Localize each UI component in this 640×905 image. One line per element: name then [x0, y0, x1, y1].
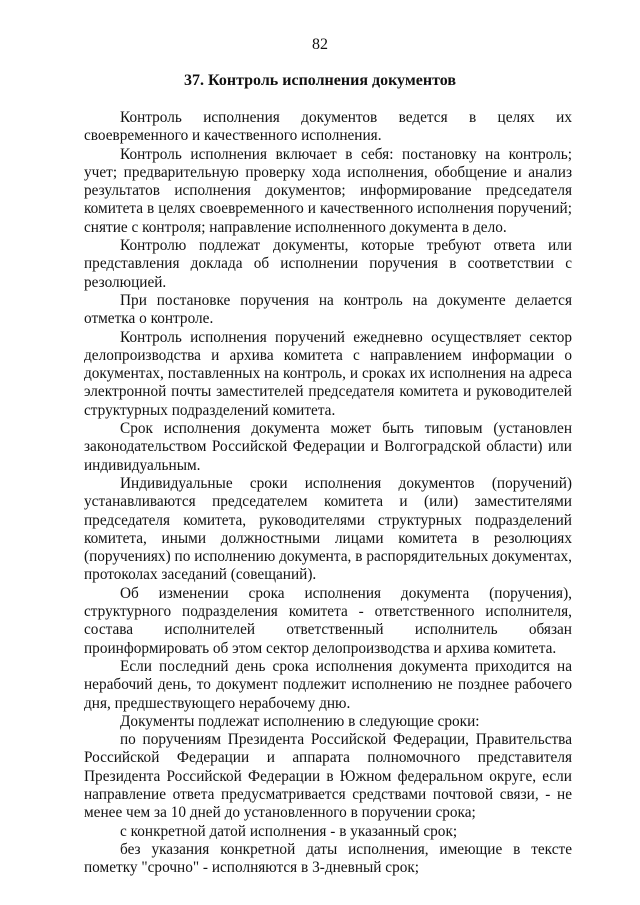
body-text	[84, 109, 572, 877]
paragraph: Если последний день срока исполнения документа приходится на нерабочий день, то документ подлежит исполнению не позднее рабочего дня, предшествующего нерабочему дню.	[84, 657, 572, 712]
paragraph: Контроль исполнения документов ведется в целях их своевременного и качественного исполнения.	[84, 109, 572, 145]
page-number: 82	[312, 36, 328, 53]
paragraph: Контроль исполнения поручений ежедневно осуществляет сектор делопроизводства и архива комитета с направлением информации о документах, поставленных на контроль, и сроках их исполнения на адреса электронной почты заместителей председателя комитета и руководителей структурных подразделений комитета.	[84, 328, 572, 419]
paragraph: Документы подлежат исполнению в следующие сроки:	[120, 712, 480, 730]
paragraph: по поручениям Президента Российской Федерации, Правительства Российской Федерации и аппарата полномочного представителя Президента Российской Федерации в Южном федеральном округе, если направление ответа предусматривается средствами почтовой связи, - не менее чем за 10 дней до установленного в поручении срока;	[84, 731, 572, 822]
paragraph: Срок исполнения документа может быть типовым (установлен законодательством Российской Федерации и Волгоградской области) или индивидуальным.	[84, 420, 572, 474]
paragraph: Контролю подлежат документы, которые требуют ответа или представления доклада об исполнении поручения в соответствии с резолюцией.	[84, 237, 572, 291]
paragraph: без указания конкретной даты исполнения, имеющие в тексте пометку "срочно" - исполняются в 3-дневный срок;	[84, 840, 572, 877]
paragraph: с конкретной датой исполнения - в указанный срок;	[120, 822, 458, 840]
paragraph: Индивидуальные сроки исполнения документов (поручений) устанавливаются председателем комитета и (или) заместителями председателя комитета, руководителями структурных подразделений комитета, иными должностными лицами комитета в резолюциях (поручениях) по исполнению документа, в распорядительных документах, протоколах заседаний (совещаний).	[84, 474, 572, 584]
paragraph: Об изменении срока исполнения документа (поручения), структурного подразделения комитета - ответственного исполнителя, состава исполнителей ответственный исполнитель обязан проинформировать об этом сектор делопроизводства и архива комитета.	[84, 584, 572, 657]
paragraph: Контроль исполнения включает в себя: постановку на контроль; учет; предварительную проверку хода исполнения, обобщение и анализ результатов исполнения документов; информирование председателя комитета в целях своевременного и качественного исполнения поручений; снятие с контроля; направление исполненного документа в дело.	[84, 145, 572, 236]
section-title: 37. Контроль исполнения документов	[184, 72, 456, 89]
paragraph: При постановке поручения на контроль на документе делается отметка о контроле.	[84, 291, 572, 328]
